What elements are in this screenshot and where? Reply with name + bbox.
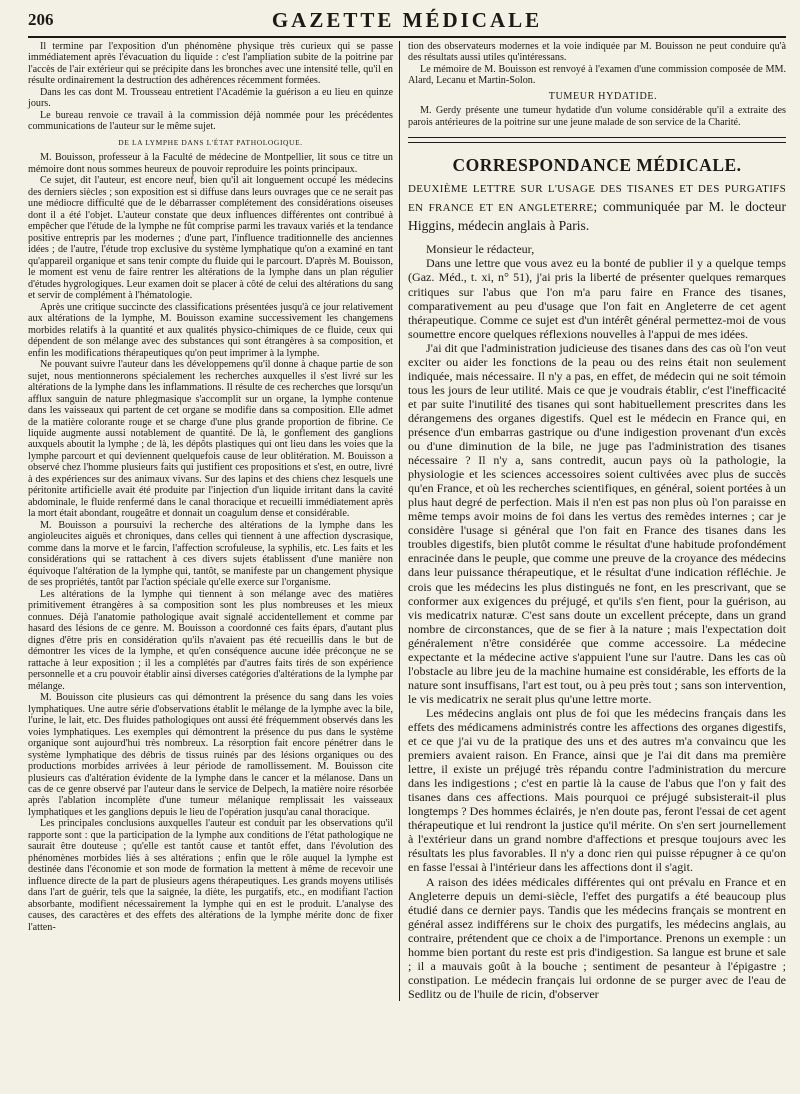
paragraph: Il termine par l'exposition d'un phénomène physique très curieux qui se passe immédiatement après l'évacuation du liquide : c'est l'ampliation subite de la poitrine par l'accès de l'air extérieur qui se précipite dans les bronches avec une intensité telle, qu'il en résulte ordinairement la destruction des adhérences récemment formées. bbox=[28, 41, 393, 87]
page-header bbox=[28, 6, 786, 38]
paragraph: Ce sujet, dit l'auteur, est encore neuf, bien qu'il ait longuement occupé les médecins des derniers siècles ; son exposition est si diffuse dans leurs ouvrages que ce ne serait pas une médiocre difficulté que de le débarrasser complétement des considérations oiseuses dont il a été l'objet. L'auteur constate que deux influences différentes ont contribué à empêcher que l'étude de la lymphe ne fût comprise parmi les travaux variés et la tendance positive entrepris par les modernes ; d'une part, l'influence traditionnelle des anciennes idées ; de l'autre, l'étude trop exclusive du système lymphatique qu'on a examiné en tant qu'appareil organique et sans tenir compte du fluide qui le parcourt. D'après M. Bouisson, le moment est venu de faire rentrer les altérations de la lymphe dans un plan régulier d'études hygrologiques. Leur examen doit se placer à côté de celui des altérations du sang et servir de complément à l'hématologie. bbox=[28, 175, 393, 302]
paragraph: Après une critique succincte des classifications présentées jusqu'à ce jour relativement aux altérations de la lymphe, M. Bouisson examine successivement les changemens morbides relatifs à la quantité et aux qualités physico-chimiques de ce fluide, ceux qui dépendent de son mélange avec des substances qui sont étrangères à sa composition, et enfin les modifications thérapeutiques qu'on peut imprimer à la lymphe. bbox=[28, 301, 393, 359]
page-number: 206 bbox=[28, 10, 54, 29]
paragraph: Les principales conclusions auxquelles l'auteur est conduit par les observations qu'il rapporte sont : que la participation de la lymphe aux conditions de l'état pathologique ne saurait être douteuse ; qu'elle est tantôt cause et tantôt effet, dans l'évolution des phénomènes morbides liés à ses altérations ; enfin que le rôle auquel la lymphe est destinée dans l'économie et son mode de formation la mettent à même de recevoir une influence directe de la part de plusieurs agens thérapeutiques. Les grands moyens utilisés dans l'art de guérir, tels que la saignée, la diète, les purgatifs, etc., en modifiant l'action absorbante, modifient nécessairement la lymphe qui en est le produit. L'analyse des causes, des caractères et des effets des altérations de la lymphe mérite donc de fixer l'atten- bbox=[28, 818, 393, 933]
paragraph: M. Bouisson a poursuivi la recherche des altérations de la lymphe dans les angioleucites aiguës et chroniques, dans celles qui tiennent à une affection dyscrasique, comme dans la morve et le farcin, l'affection scrofuleuse, la syphilis, etc. Les faits et les considérations qui se rattachent à ces divers sujets établissent d'une manière non équivoque l'altération de la lymphe qui, tantôt, se manifeste par un changement physique de ses propriétés, tantôt par l'action spéciale qu'elle exerce sur l'organisme. bbox=[28, 519, 393, 589]
academy-report-continued bbox=[408, 41, 786, 128]
paragraph: Le mémoire de M. Bouisson est renvoyé à l'examen d'une commission composée de MM. Alard, Lecanu et Martin-Solon. bbox=[408, 63, 786, 87]
paragraph: Les médecins anglais ont plus de foi que les médecins français dans les effets des médicamens administrés contre les affections des organes digestifs, et ce que j'ai vu de la pratique des uns et des autres m'a convaincu que les premiers avaient raison. En France, ainsi que je l'ai dit dans ma première lettre, il existe un préjugé très répandu contre l'administration du mercure dans les indigestions ; c'est en partie là la cause de l'abus que l'on y fait des tisanes dans ces affections. Mais pourquoi ce préjugé subsisterait-il plus longtemps ? Des hommes éclairés, je n'en doute pas, feront l'essai de cet agent thérapeutique et lui rendront la justice qu'il mérite. On s'en sert journellement à l'extérieur dans un grand nombre d'affections et presque toujours avec les résultats les plus favorables. Il n'y a donc rien qui puisse répugner à ce qu'on en fasse l'essai à l'intérieur dans les affections dont il s'agit. bbox=[408, 705, 786, 875]
right-column bbox=[400, 41, 786, 1001]
section-divider bbox=[408, 137, 786, 143]
section-heading: DE LA LYMPHE DANS L'ÉTAT PATHOLOGIQUE. bbox=[118, 137, 303, 147]
paragraph: M. Bouisson cite plusieurs cas qui démontrent la présence du sang dans les voies lymphatiques. Une autre série d'observations établit le mélange de la lymphe avec la bile, l'urine, le lait, etc. Des fluides pathologiques ont aussi été fréquemment observés dans les voies lymphatiques. Les exemples qui démontrent la présence du pus dans le système organique sont aujourd'hui très nombreux. La résorption fait encore pénétrer dans le système lymphatique des débris de tissus ruinés par des lésions organiques ou des productions morbides arrivées à leur période de ramollissement. M. Bouisson cite plusieurs cas d'altération évidente de la lymphe dans le cancer et la mélanose. Dans un cas de ce genre observé par l'auteur dans le service de Delpech, la matière noire résorbée après l'ablation incomplète d'une tumeur mélanique remplissait les vaisseaux lymphatiques et les ganglions depuis le lieu de l'opération jusqu'au canal thoracique. bbox=[28, 692, 393, 818]
letter-body bbox=[408, 242, 786, 1001]
journal-title: GAZETTE MÉDICALE bbox=[271, 8, 543, 32]
letter-subtitle-rest: ; communiquée par M. le docteur Higgins, médecin anglais à Paris. bbox=[408, 199, 786, 234]
paragraph: Ne pouvant suivre l'auteur dans les développemens qu'il donne à chaque partie de son sujet, nous mentionnerons spécialement les recherches auxquelles il s'est livré sur les altérations de la lymphe dans les inflammations. Il résulte de ces recherches que lorsqu'un afflux sanguin de nature phlegmasique s'accomplit sur un organe, la lymphe contenue dans les vaisseaux qui partent de cet organe se modifie dans sa composition. Elle admet de la matière colorante rouge et se charge d'une plus grande proportion de fibrine. Ce liquide augmente aussi notablement de quantité. De là, le gonflement des ganglions auxquels aboutit la lymphe ; de là, les dépôts plastiques qui ont lieu dans les voies que la lymphe parcourt et qui deviennent quelquefois cause de leur oblitération. M. Bouisson a observé chez l'homme plusieurs faits qui justifient ces propositions et s'est, en outre, livré à des expériences sur des animaux vivans. Sur des lapins et des chiens chez lesquels une péritonite artificielle avait été produite par l'injection d'un liquide irritant dans la cavité abdominale, le fluide renfermé dans le canal thoracique et recueilli immédiatement après la mort était abondant, rougeâtre et donnait un coagulum dense et considérable. bbox=[28, 359, 393, 520]
correspondence-heading: CORRESPONDANCE MÉDICALE. bbox=[452, 155, 742, 176]
section-heading: TUMEUR HYDATIDE. bbox=[548, 90, 658, 102]
left-column bbox=[28, 41, 400, 1001]
paragraph: M. Gerdy présente une tumeur hydatide d'un volume considérable qu'il a extraite des parois antérieures de la poitrine sur une jeune malade de son service de la Charité. bbox=[408, 105, 786, 128]
paragraph: Dans les cas dont M. Trousseau entretient l'Académie la guérison a eu lieu en quinze jours. bbox=[28, 86, 393, 110]
paragraph: Les altérations de la lymphe qui tiennent à son mélange avec des matières primitivement étrangères à sa composition sont les plus nombreuses et les mieux connues. Déjà l'anatomie pathologique avait signalé accidentellement et comme par hasard des lésions de ce genre. M. Bouisson a coordonné ces faits épars, d'autant plus dignes d'être pris en considération qu'ils n'avaient pas été recueillis dans le but de démontrer les vices de la lymphe, et qu'en conséquence aucune idée préconçue ne se rattache à leur exposition ; il les a complétés par d'autres faits tirés de son expérience personnelle et a cru pouvoir établir ainsi diverses catégories d'altérations de la lymphe par mélange. bbox=[28, 588, 393, 692]
paragraph: tion des observateurs modernes et la voie indiquée par M. Bouisson ne peut conduire qu'à des résultats aussi utiles qu'intéressans. bbox=[408, 41, 786, 64]
paragraph: J'ai dit que l'administration judicieuse des tisanes dans des cas où l'on veut exciter ou aider les fonctions de la peau ou des reins était non seulement indiquée, mais nécessaire. Il n'y a pas, en effet, de médecin qui ne soit témoin tous les jours de leur utilité. Mais ce que je voudrais établir, c'est l'inefficacité et par suite l'inutilité des tisanes qui sont habituellement prescrites dans les dérangemens des organes digestifs. Quel est le médecin en France qui, en présence d'un embarras gastrique ou d'une indigestion provenant d'un excès ou d'une diminution de la bile, ne juge pas l'administration des tisanes nécessaire ? Il n'y a, sans contredit, aucun pays où la pathologie, la physiologie et les sciences accessoires soient cultivées avec plus de succès qu'en France, et où les recherches scientifiques, en général, soient portées à un plus haut degré de perfection. Mais il n'en est pas non plus où l'on paraisse en même temps avoir moins de foi dans les vertus des remèdes internes ; car je considère l'usage si général que l'on fait en France des tisanes dans les troubles digestifs, bien plutôt comme le résultat d'une habitude profondément enracinée dans le peuple, que comme une preuve de la croyance des médecins dans leur puissance thérapeutique, et le résultat d'une indication réfléchie. Je crois que les médecins les plus distingués ne font, en les prescrivant, que se conformer aux exigences du préjugé, et qu'ils s'en fient, pour la guérison, au vis medicatrix naturæ. C'est sans doute un excellent précepte, dans un grand nombre de circonstances, que de se fier à la nature ; mais l'expectation doit généralement n'être considérée que comme accessoire. La médecine expectante et la médecine active s'appuient l'une sur l'autre. Dans les cas où l'obstacle au libre jeu de la machine humaine est considérable, les efforts de la nature sont insuffisans, l'art est tout, ou à peu près tout ; sans son intervention, le vis medicatrix ne serait plus qu'une lettre morte. bbox=[408, 340, 786, 706]
letter-subtitle bbox=[408, 179, 786, 234]
paragraph: A raison des idées médicales différentes qui ont prévalu en France et en Angleterre depuis un demi-siècle, l'effet des purgatifs a été beaucoup plus étudié dans ce dernier pays. Tandis que les médecins français se montrent en général assez indifférens sur le choix des purgatifs, les médecins anglais, au contraire, prétendent que ce choix a de l'importance. Prenons un exemple : un homme bien portant du reste est pris d'indigestion. Sa langue est brune et sale ; il a mauvais goût à la bouche ; sentiment de pesanteur à l'épigastre ; constipation. Le médecin français lui ordonne de se purger avec de l'eau de Sedlitz ou de l'huile de ricin, d'observer bbox=[408, 874, 786, 1001]
paragraph: Dans une lettre que vous avez eu la bonté de publier il y a quelque temps (Gaz. Méd., t. xi, n° 51), j'ai pris la liberté de présenter quelques remarques critiques sur l'abus que l'on m'a paru faire en France des tisanes, comparativement au peu d'usage que l'on fait en Angleterre de cet agent thérapeutique. Comme ce sujet est d'un intérêt général permettez-moi de vous soumettre encore quelques réflexions nouvelles à l'appui de mes idées. bbox=[408, 256, 786, 341]
paragraph: M. Bouisson, professeur à la Faculté de médecine de Montpellier, lit sous ce titre un mémoire dont nous sommes heureux de pouvoir reproduire les points principaux. bbox=[28, 152, 393, 175]
paragraph: Le bureau renvoie ce travail à la commission déjà nommée pour les précédentes communications de l'auteur sur le même sujet. bbox=[28, 109, 393, 133]
letter-subtitle-caps: DEUXIÈME LETTRE SUR L'USAGE DES TISANES ET DES PURGATIFS EN FRANCE ET EN ANGLETERRE bbox=[408, 183, 786, 215]
two-column-body bbox=[28, 41, 786, 1001]
salutation: Monsieur le rédacteur, bbox=[426, 242, 535, 257]
